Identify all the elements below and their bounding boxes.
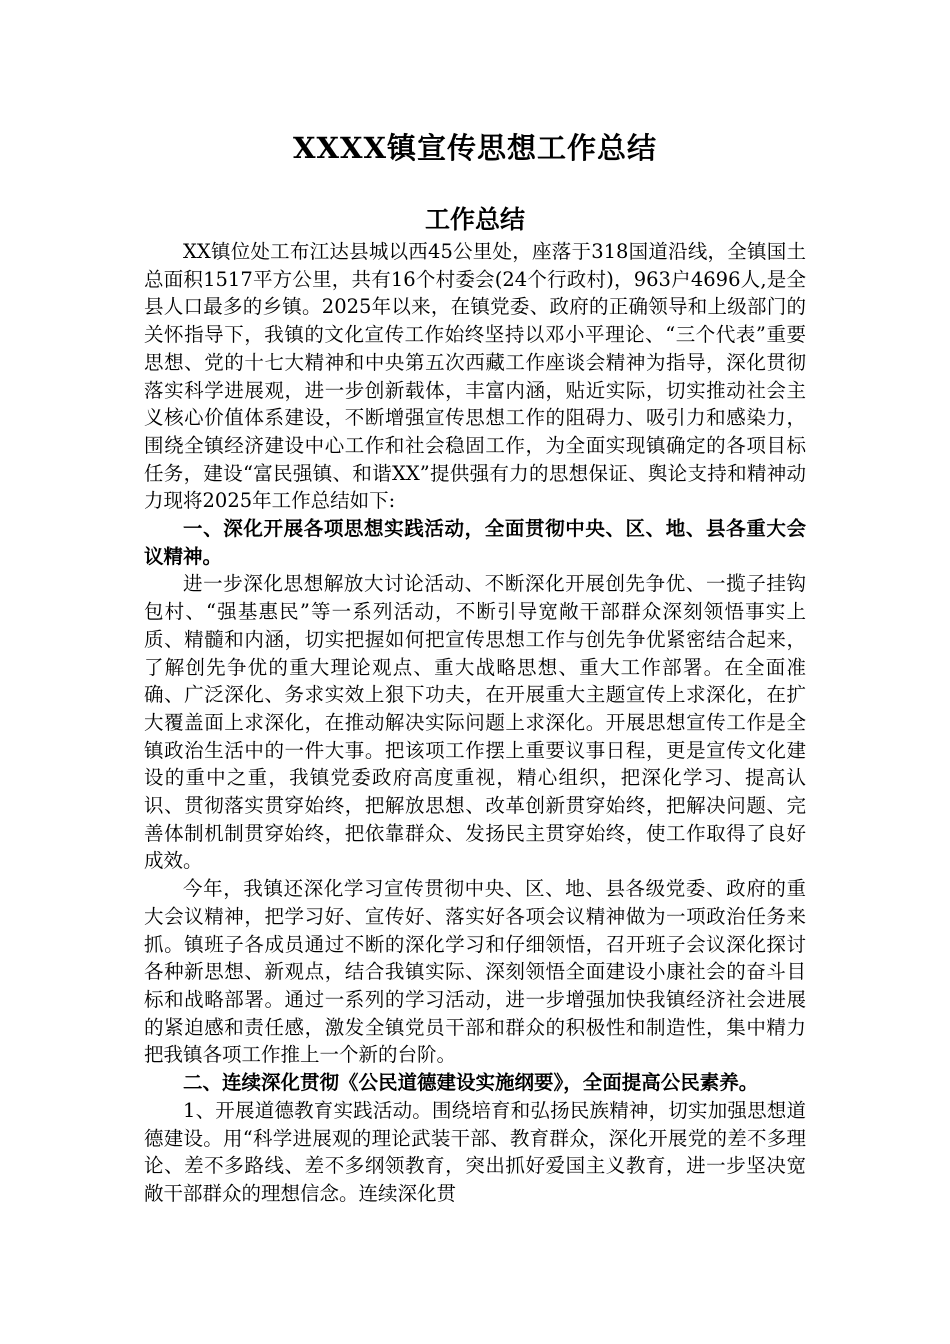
document-title: XXXX镇宣传思想工作总结 xyxy=(292,131,657,165)
document-body xyxy=(144,238,806,1208)
heading-one-paragraph: 一、深化开展各项思想实践活动，全面贯彻中央、区、地、县各重大会议精神。 xyxy=(144,517,806,568)
heading-two-paragraph: 二、连续深化贯彻《公民道德建设实施纲要》，全面提高公民素养。 xyxy=(183,1071,759,1095)
body-paragraph: 进一步深化思想解放大讨论活动、不断深化开展创先争优、一揽子挂钩包村、“强基惠民”等一系列活动，不断引导宽敞干部群众深刻领悟事实上质、精髓和内涵，切实把握如何把宣传思想工作与创先争优紧密结合起来，了解创先争优的重大理论观点、重大战略思想、重大工作部署。在全面准确、广泛深化、务求实效上狠下功夫，在开展重大主题宣传上求深化，在扩大覆盖面上求深化，在推动解决实际问题上求深化。开展思想宣传工作是全镇政治生活中的一件大事。把该项工作摆上重要议事日程，更是宣传文化建设的重中之重，我镇党委政府高度重视，精心组织，把深化学习、提高认识、贯彻落实贯穿始终，把解放思想、改革创新贯穿始终，把解决问题、完善体制机制贯穿始终，把依靠群众、发扬民主贯穿始终，使工作取得了良好成效。 xyxy=(144,572,806,873)
intro-paragraph: XX镇位处工布江达县城以西45公里处，座落于318国道沿线，全镇国土总面积1517平方公里，共有16个村委会(24个行政村)，963户4696人,是全县人口最多的乡镇。2025年以来，在镇党委、政府的正确领导和上级部门的关怀指导下，我镇的文化宣传工作始终坚持以邓小平理论、“三个代表”重要思想、党的十七大精神和中央第五次西藏工作座谈会精神为指导，深化贯彻落实科学进展观，进一步创新载体，丰富内涵，贴近实际，切实推动社会主义核心价值体系建设，不断增强宣传思想工作的阻碍力、吸引力和感染力，围绕全镇经济建设中心工作和社会稳固工作，为全面实现镇确定的各项目标任务，建设“富民强镇、和谐XX”提供强有力的思想保证、舆论支持和精神动力现将2025年工作总结如下: xyxy=(144,240,806,513)
body-paragraph: 今年，我镇还深化学习宣传贯彻中央、区、地、县各级党委、政府的重大会议精神，把学习好、宣传好、落实好各项会议精神做为一项政治任务来抓。镇班子各成员通过不断的深化学习和仔细领悟，召开班子会议深化探讨各种新思想、新观点，结合我镇实际、深刻领悟全面建设小康社会的奋斗目标和战略部署。通过一系列的学习活动，进一步增强加快我镇经济社会进展的紧迫感和责任感，激发全镇党员干部和群众的积极性和制造性，集中精力把我镇各项工作推上一个新的台阶。 xyxy=(144,877,806,1067)
section-heading: 工作总结 xyxy=(424,205,525,234)
body-paragraph: 1、开展道德教育实践活动。围绕培育和弘扬民族精神，切实加强思想道德建设。用“科学进展观的理论武装干部、教育群众，深化开展党的差不多理论、差不多路线、差不多纲领教育，突出抓好爱国主义教育，进一步坚决宽敞干部群众的理想信念。连续深化贯 xyxy=(144,1098,806,1205)
